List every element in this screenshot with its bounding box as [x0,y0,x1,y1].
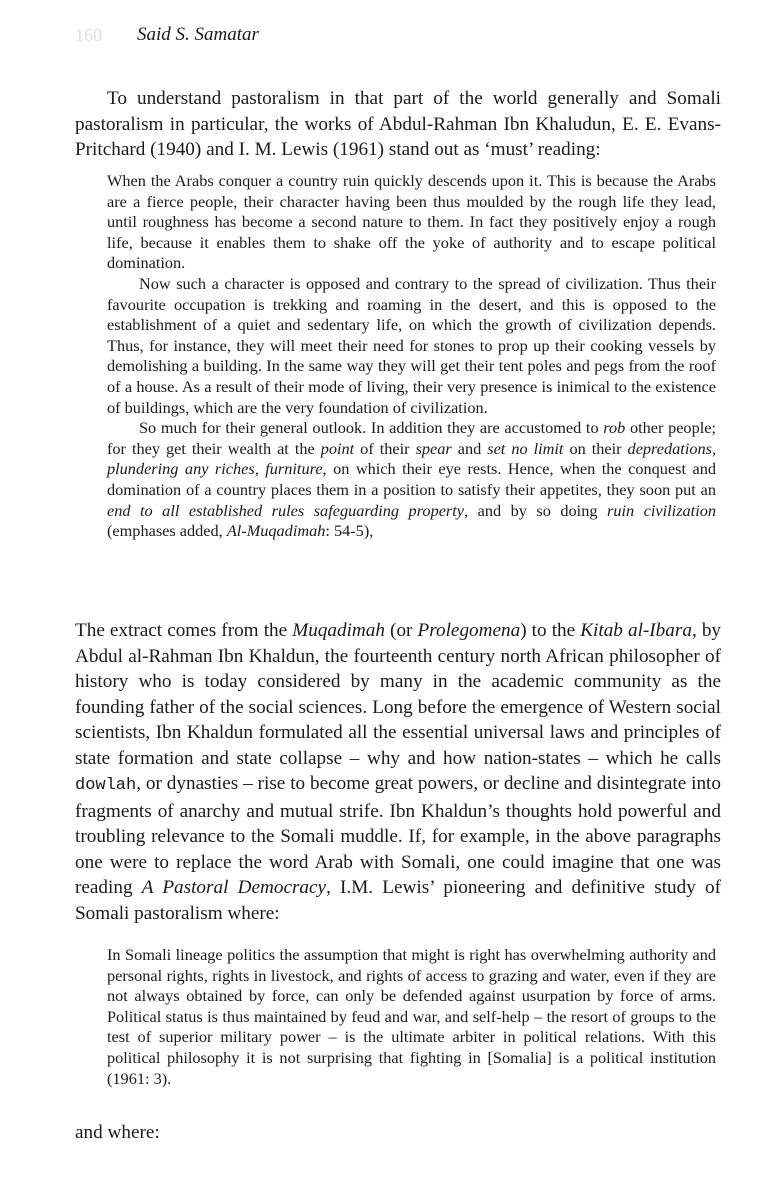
quote-1-paragraph-3 [107,418,716,542]
emphasis-run: ruin civilization [607,500,716,520]
term-dowlah: dowlah [75,776,137,795]
text-run: , and by so doing [464,500,607,520]
quote-2-paragraph: In Somali lineage politics the assumption that might is right has overwhelming authority and personal rights, rights in livestock, and rights of access to grazing and water, even if they are not always obtained by force, can only be defended against usurpation by force of arms. Political status is thus maintained by feud and war, and self-help – the resort of groups to the test of superior military power – is the ultimate arbiter in political relations. With this political philosophy it is not surprising that fighting in [Somalia] is a political institution (1961: 3). [107,945,716,1088]
citation-title: Al-Muqadimah [226,521,326,541]
book-title-kitab: Kitab al-Ibara [580,620,692,641]
text-run: on their [563,438,628,458]
emphasis-run: point [320,438,355,458]
text-run: , I.M. Lewis’ pioneering and definitive study of Somali pastoralism where: [75,877,722,924]
book-title-prolegomena: Prolegomena [417,620,521,641]
text-run: So much for their general outlook. In addition they are accustomed to [139,418,604,438]
extract-commentary-paragraph [75,618,721,926]
book-title-muqadimah: Muqadimah [292,620,385,641]
text-run: , or dynasties – rise to become great powers, or decline and disintegrate into fragments of anarchy and mutual strife. Ibn Khaldun’s thoughts hold powerful and troubling relevance to the Somali muddle. If, for example, in the above paragraphs one were to replace the word Arab with Somali, one could imagine that one was reading [75,773,721,898]
text-run: , on which their eye rests. Hence, when the conquest and domination of a country places them in a position to satisfy their appetites, they soon put an [107,459,716,499]
text-run: : 54-5), [325,521,374,541]
text-run: (or [384,620,418,641]
page-number: 160 [75,25,102,45]
text-run: The extract comes from the [75,620,293,641]
running-head-author: Said S. Samatar [137,24,259,45]
emphasis-run: set no limit [487,438,564,458]
quote-1-paragraph-1: When the Arabs conquer a country ruin quickly descends upon it. This is because the Arabs are a fierce people, their character having been thus moulded by the rough life they lead, until roughness has become a second nature to them. In fact they positively enjoy a rough life, because it enables them to shake off the yoke of authority and to escape political domination. [107,171,716,273]
text-run: of their [354,438,416,458]
emphasis-run: end to all established rules safeguarding property [107,500,465,520]
quote-1-paragraph-2: Now such a character is opposed and contrary to the spread of civilization. Thus their favourite occupation is trekking and roaming in the desert, and this is opposed to the establishment of a quiet and sedentary life, on which the growth of civilization depends. Thus, for instance, they will meet their need for stones to prop up their cooking vessels by demolishing a building. In the same way they will get their tent poles and pegs from the roof of a house. As a result of their mode of living, their very presence is inimical to the existence of buildings, which are the very foundation of civilization. [107,273,716,417]
emphasis-run: rob [603,418,626,438]
emphasis-run: spear [415,438,452,458]
intro-paragraph: To understand pastoralism in that part of the world generally and Somali pastoralism in particular, the works of Abdul-Rahman Ibn Khaludun, E. E. Evans-Pritchard (1940) and I. M. Lewis (1961) stand out as ‘must’ reading: [75,88,721,160]
text-run: ) to the [520,620,581,641]
lewis-block-quote [107,945,716,1089]
text-run: (emphases added, [107,521,227,541]
khaldun-block-quote [107,171,716,542]
emphasis-run: depredations, plundering any riches, furniture [107,438,717,479]
continuation-paragraph: and where: [75,1122,160,1143]
text-run: other people; for they get their wealth at the [107,418,716,458]
text-run: and [451,438,488,458]
text-run: , by Abdul al-Rahman Ibn Khaldun, the fourteenth century north African philosopher of history who is today considered by many in the academic community as the founding father of the social sciences. Long before the emergence of Western social scientists, Ibn Khaldun formulated all the essential universal laws and principles of state formation and state collapse – why and how nation-states – which he calls [75,620,722,769]
book-title-pastoral-democracy: A Pastoral Democracy [141,877,327,898]
